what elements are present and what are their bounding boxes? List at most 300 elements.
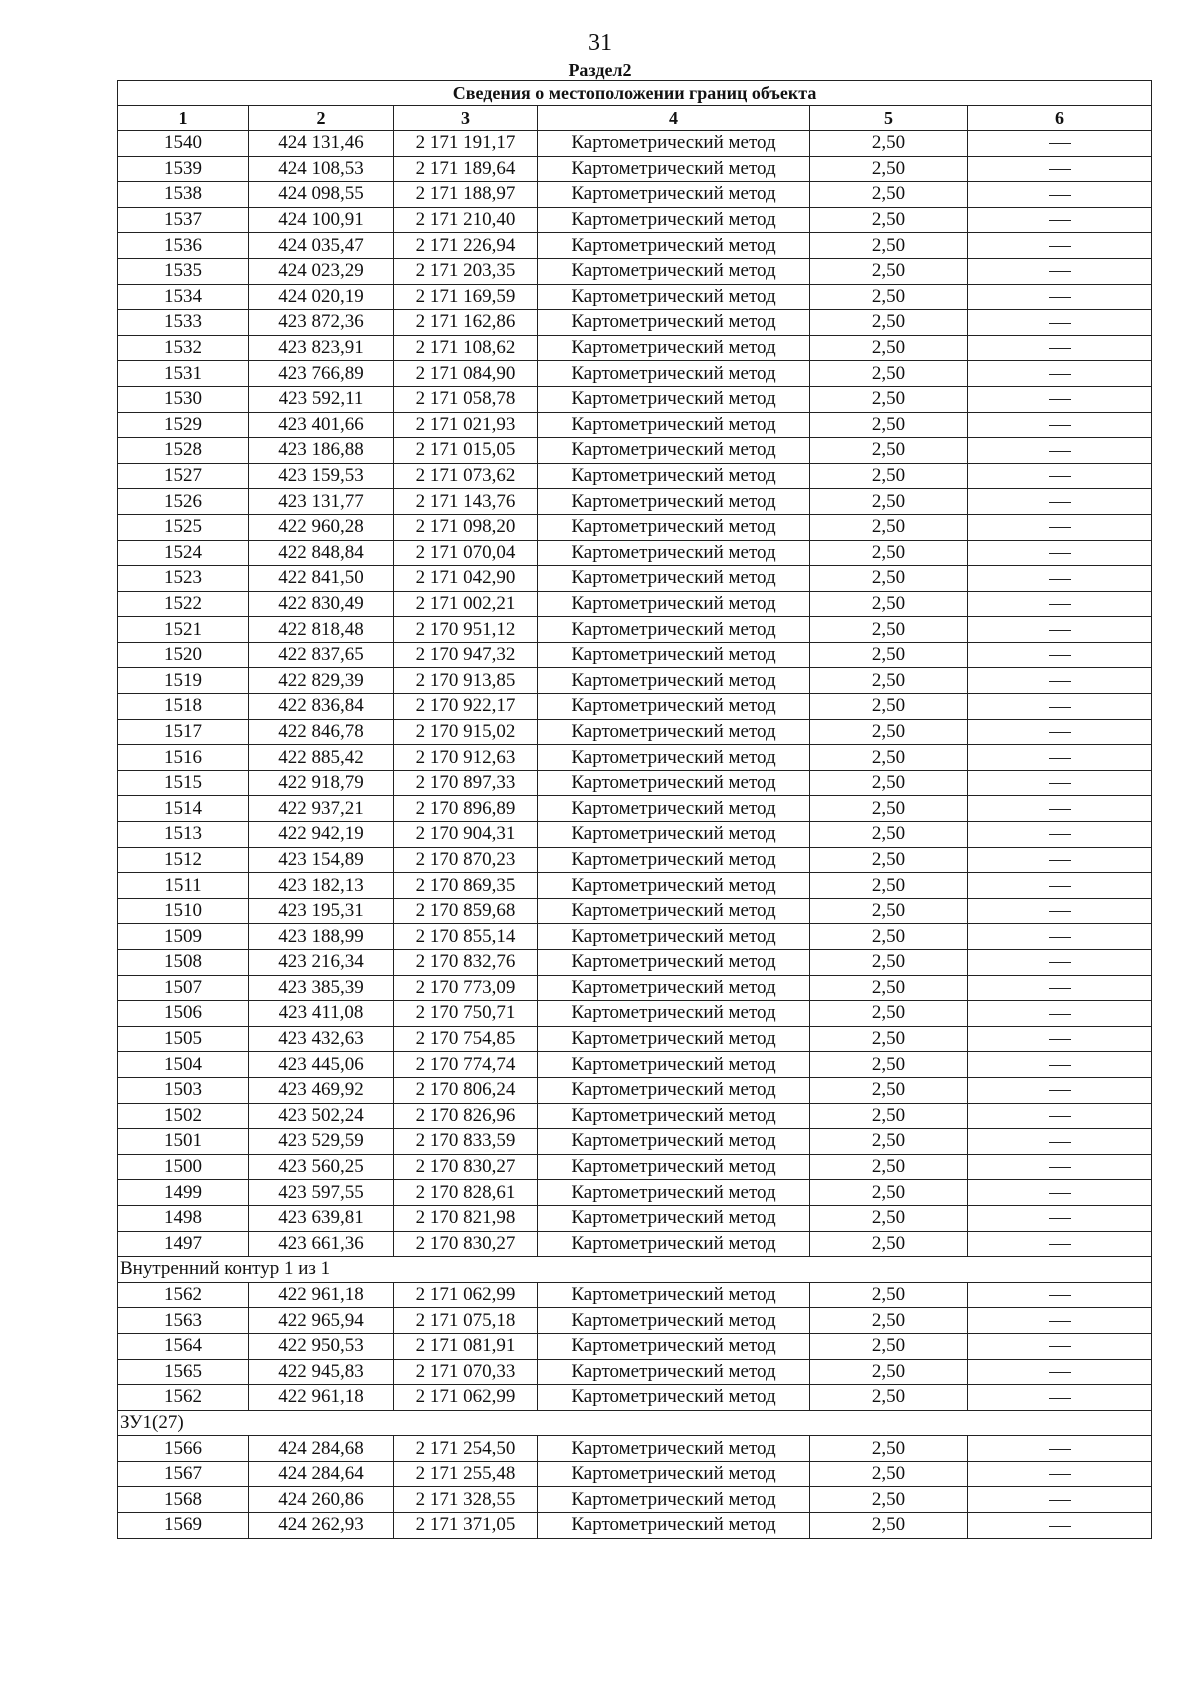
y-coordinate-cell: 2 171 058,78 xyxy=(394,386,538,412)
table-row xyxy=(118,1077,1152,1103)
description-cell xyxy=(968,489,1152,515)
point-number-cell: 1507 xyxy=(118,975,249,1001)
x-coordinate-cell: 423 597,55 xyxy=(249,1180,394,1206)
method-cell: Картометрический метод xyxy=(538,310,810,336)
point-number-cell: 1497 xyxy=(118,1231,249,1257)
x-coordinate-cell: 422 965,94 xyxy=(249,1308,394,1334)
point-number-cell: 1530 xyxy=(118,386,249,412)
y-coordinate-cell: 2 170 896,89 xyxy=(394,796,538,822)
method-cell: Картометрический метод xyxy=(538,668,810,694)
y-coordinate-cell: 2 171 169,59 xyxy=(394,284,538,310)
accuracy-cell: 2,50 xyxy=(810,361,968,387)
accuracy-cell: 2,50 xyxy=(810,1052,968,1078)
accuracy-cell: 2,50 xyxy=(810,1385,968,1411)
table-row xyxy=(118,233,1152,259)
accuracy-cell: 2,50 xyxy=(810,566,968,592)
section-title: Раздел2 xyxy=(568,60,632,80)
dash-mark xyxy=(1049,707,1071,708)
description-cell xyxy=(968,1359,1152,1385)
description-cell xyxy=(968,1026,1152,1052)
point-number-cell: 1523 xyxy=(118,566,249,592)
accuracy-cell: 2,50 xyxy=(810,412,968,438)
point-number-cell: 1524 xyxy=(118,540,249,566)
description-cell xyxy=(968,796,1152,822)
y-coordinate-cell: 2 170 922,17 xyxy=(394,694,538,720)
point-number-cell: 1512 xyxy=(118,847,249,873)
dash-mark xyxy=(1049,783,1071,784)
point-number-cell: 1510 xyxy=(118,898,249,924)
point-number-cell: 1503 xyxy=(118,1077,249,1103)
method-cell: Картометрический метод xyxy=(538,975,810,1001)
method-cell: Картометрический метод xyxy=(538,1001,810,1027)
x-coordinate-cell: 423 592,11 xyxy=(249,386,394,412)
method-cell: Картометрический метод xyxy=(538,1052,810,1078)
dash-mark xyxy=(1049,476,1071,477)
x-coordinate-cell: 424 284,68 xyxy=(249,1436,394,1462)
method-cell: Картометрический метод xyxy=(538,617,810,643)
description-cell xyxy=(968,258,1152,284)
method-cell: Картометрический метод xyxy=(538,1513,810,1539)
y-coordinate-cell: 2 171 188,97 xyxy=(394,182,538,208)
description-cell xyxy=(968,719,1152,745)
method-cell: Картометрический метод xyxy=(538,412,810,438)
point-number-cell: 1565 xyxy=(118,1359,249,1385)
accuracy-cell: 2,50 xyxy=(810,1359,968,1385)
table-row xyxy=(118,386,1152,412)
y-coordinate-cell: 2 170 830,27 xyxy=(394,1231,538,1257)
dash-mark xyxy=(1049,758,1071,759)
x-coordinate-cell: 424 262,93 xyxy=(249,1513,394,1539)
column-header: 1 xyxy=(118,106,249,131)
point-number-cell: 1504 xyxy=(118,1052,249,1078)
description-cell xyxy=(968,1333,1152,1359)
x-coordinate-cell: 424 108,53 xyxy=(249,156,394,182)
dash-mark xyxy=(1049,246,1071,247)
method-cell: Картометрический метод xyxy=(538,796,810,822)
method-cell: Картометрический метод xyxy=(538,745,810,771)
dash-mark xyxy=(1049,374,1071,375)
y-coordinate-cell: 2 170 855,14 xyxy=(394,924,538,950)
table-row xyxy=(118,335,1152,361)
method-cell: Картометрический метод xyxy=(538,1385,810,1411)
description-cell xyxy=(968,1154,1152,1180)
accuracy-cell: 2,50 xyxy=(810,1231,968,1257)
accuracy-cell: 2,50 xyxy=(810,182,968,208)
table-row xyxy=(118,1180,1152,1206)
accuracy-cell: 2,50 xyxy=(810,1026,968,1052)
x-coordinate-cell: 423 529,59 xyxy=(249,1129,394,1155)
table-row xyxy=(118,182,1152,208)
description-cell xyxy=(968,924,1152,950)
table-row xyxy=(118,463,1152,489)
table-row xyxy=(118,975,1152,1001)
table-row xyxy=(118,156,1152,182)
x-coordinate-cell: 423 401,66 xyxy=(249,412,394,438)
x-coordinate-cell: 422 848,84 xyxy=(249,540,394,566)
point-number-cell: 1517 xyxy=(118,719,249,745)
table-row xyxy=(118,847,1152,873)
point-number-cell: 1522 xyxy=(118,591,249,617)
dash-mark xyxy=(1049,1090,1071,1091)
accuracy-cell: 2,50 xyxy=(810,131,968,157)
point-number-cell: 1509 xyxy=(118,924,249,950)
accuracy-cell: 2,50 xyxy=(810,335,968,361)
method-cell: Картометрический метод xyxy=(538,514,810,540)
accuracy-cell: 2,50 xyxy=(810,284,968,310)
table-row xyxy=(118,1231,1152,1257)
accuracy-cell: 2,50 xyxy=(810,489,968,515)
table-row xyxy=(118,1129,1152,1155)
x-coordinate-cell: 423 186,88 xyxy=(249,438,394,464)
point-number-cell: 1515 xyxy=(118,770,249,796)
y-coordinate-cell: 2 170 913,85 xyxy=(394,668,538,694)
y-coordinate-cell: 2 170 951,12 xyxy=(394,617,538,643)
description-cell xyxy=(968,1461,1152,1487)
description-cell xyxy=(968,873,1152,899)
method-cell: Картометрический метод xyxy=(538,847,810,873)
y-coordinate-cell: 2 171 226,94 xyxy=(394,233,538,259)
point-number-cell: 1534 xyxy=(118,284,249,310)
x-coordinate-cell: 423 661,36 xyxy=(249,1231,394,1257)
y-coordinate-cell: 2 171 143,76 xyxy=(394,489,538,515)
table-row xyxy=(118,745,1152,771)
method-cell: Картометрический метод xyxy=(538,207,810,233)
x-coordinate-cell: 422 818,48 xyxy=(249,617,394,643)
dash-mark xyxy=(1049,1167,1071,1168)
dash-mark xyxy=(1049,169,1071,170)
table-body xyxy=(118,81,1152,1539)
description-cell xyxy=(968,1052,1152,1078)
x-coordinate-cell: 423 159,53 xyxy=(249,463,394,489)
x-coordinate-cell: 423 560,25 xyxy=(249,1154,394,1180)
accuracy-cell: 2,50 xyxy=(810,796,968,822)
table-row xyxy=(118,438,1152,464)
y-coordinate-cell: 2 170 750,71 xyxy=(394,1001,538,1027)
accuracy-cell: 2,50 xyxy=(810,642,968,668)
dash-mark xyxy=(1049,1193,1071,1194)
description-cell xyxy=(968,1385,1152,1411)
contour-group-row xyxy=(118,1410,1152,1436)
description-cell xyxy=(968,1282,1152,1308)
method-cell: Картометрический метод xyxy=(538,233,810,259)
y-coordinate-cell: 2 170 833,59 xyxy=(394,1129,538,1155)
x-coordinate-cell: 423 502,24 xyxy=(249,1103,394,1129)
table-row xyxy=(118,719,1152,745)
accuracy-cell: 2,50 xyxy=(810,924,968,950)
dash-mark xyxy=(1049,1142,1071,1143)
y-coordinate-cell: 2 171 084,90 xyxy=(394,361,538,387)
point-number-cell: 1500 xyxy=(118,1154,249,1180)
accuracy-cell: 2,50 xyxy=(810,514,968,540)
point-number-cell: 1529 xyxy=(118,412,249,438)
accuracy-cell: 2,50 xyxy=(810,1461,968,1487)
dash-mark xyxy=(1049,834,1071,835)
table-row xyxy=(118,514,1152,540)
y-coordinate-cell: 2 171 070,33 xyxy=(394,1359,538,1385)
accuracy-cell: 2,50 xyxy=(810,463,968,489)
method-cell: Картометрический метод xyxy=(538,1077,810,1103)
accuracy-cell: 2,50 xyxy=(810,898,968,924)
point-number-cell: 1562 xyxy=(118,1385,249,1411)
description-cell xyxy=(968,950,1152,976)
x-coordinate-cell: 423 432,63 xyxy=(249,1026,394,1052)
y-coordinate-cell: 2 170 859,68 xyxy=(394,898,538,924)
table-row xyxy=(118,770,1152,796)
dash-mark xyxy=(1049,399,1071,400)
x-coordinate-cell: 422 937,21 xyxy=(249,796,394,822)
dash-mark xyxy=(1049,630,1071,631)
y-coordinate-cell: 2 171 210,40 xyxy=(394,207,538,233)
dash-mark xyxy=(1049,911,1071,912)
method-cell: Картометрический метод xyxy=(538,1461,810,1487)
point-number-cell: 1539 xyxy=(118,156,249,182)
method-cell: Картометрический метод xyxy=(538,950,810,976)
description-cell xyxy=(968,514,1152,540)
x-coordinate-cell: 422 841,50 xyxy=(249,566,394,592)
dash-mark xyxy=(1049,732,1071,733)
accuracy-cell: 2,50 xyxy=(810,950,968,976)
y-coordinate-cell: 2 170 947,32 xyxy=(394,642,538,668)
x-coordinate-cell: 422 961,18 xyxy=(249,1282,394,1308)
dash-mark xyxy=(1049,220,1071,221)
point-number-cell: 1567 xyxy=(118,1461,249,1487)
table-row xyxy=(118,1487,1152,1513)
accuracy-cell: 2,50 xyxy=(810,207,968,233)
x-coordinate-cell: 423 188,99 xyxy=(249,924,394,950)
method-cell: Картометрический метод xyxy=(538,1308,810,1334)
method-cell: Картометрический метод xyxy=(538,258,810,284)
point-number-cell: 1538 xyxy=(118,182,249,208)
y-coordinate-cell: 2 171 108,62 xyxy=(394,335,538,361)
table-header-row xyxy=(118,106,1152,131)
table-row xyxy=(118,207,1152,233)
table-row xyxy=(118,489,1152,515)
point-number-cell: 1537 xyxy=(118,207,249,233)
description-cell xyxy=(968,1129,1152,1155)
y-coordinate-cell: 2 170 773,09 xyxy=(394,975,538,1001)
method-cell: Картометрический метод xyxy=(538,540,810,566)
point-number-cell: 1531 xyxy=(118,361,249,387)
accuracy-cell: 2,50 xyxy=(810,1333,968,1359)
column-header: 3 xyxy=(394,106,538,131)
method-cell: Картометрический метод xyxy=(538,1487,810,1513)
method-cell: Картометрический метод xyxy=(538,1154,810,1180)
description-cell xyxy=(968,310,1152,336)
point-number-cell: 1536 xyxy=(118,233,249,259)
point-number-cell: 1563 xyxy=(118,1308,249,1334)
y-coordinate-cell: 2 171 254,50 xyxy=(394,1436,538,1462)
column-header: 4 xyxy=(538,106,810,131)
description-cell xyxy=(968,745,1152,771)
accuracy-cell: 2,50 xyxy=(810,873,968,899)
point-number-cell: 1518 xyxy=(118,694,249,720)
accuracy-cell: 2,50 xyxy=(810,668,968,694)
dash-mark xyxy=(1049,681,1071,682)
y-coordinate-cell: 2 171 042,90 xyxy=(394,566,538,592)
x-coordinate-cell: 423 639,81 xyxy=(249,1205,394,1231)
point-number-cell: 1516 xyxy=(118,745,249,771)
table-caption: Сведения о местоположении границ объекта xyxy=(118,81,1152,106)
y-coordinate-cell: 2 170 897,33 xyxy=(394,770,538,796)
x-coordinate-cell: 423 182,13 xyxy=(249,873,394,899)
description-cell xyxy=(968,438,1152,464)
column-header: 2 xyxy=(249,106,394,131)
table-row xyxy=(118,1385,1152,1411)
description-cell xyxy=(968,566,1152,592)
accuracy-cell: 2,50 xyxy=(810,1154,968,1180)
method-cell: Картометрический метод xyxy=(538,386,810,412)
method-cell: Картометрический метод xyxy=(538,361,810,387)
y-coordinate-cell: 2 170 821,98 xyxy=(394,1205,538,1231)
dash-mark xyxy=(1049,451,1071,452)
dash-mark xyxy=(1049,1372,1071,1373)
method-cell: Картометрический метод xyxy=(538,182,810,208)
dash-mark xyxy=(1049,195,1071,196)
table-row xyxy=(118,284,1152,310)
method-cell: Картометрический метод xyxy=(538,1333,810,1359)
y-coordinate-cell: 2 170 869,35 xyxy=(394,873,538,899)
table-row xyxy=(118,924,1152,950)
point-number-cell: 1532 xyxy=(118,335,249,361)
method-cell: Картометрический метод xyxy=(538,822,810,848)
accuracy-cell: 2,50 xyxy=(810,1129,968,1155)
description-cell xyxy=(968,207,1152,233)
description-cell xyxy=(968,361,1152,387)
accuracy-cell: 2,50 xyxy=(810,540,968,566)
description-cell xyxy=(968,156,1152,182)
dash-mark xyxy=(1049,886,1071,887)
point-number-cell: 1526 xyxy=(118,489,249,515)
point-number-cell: 1498 xyxy=(118,1205,249,1231)
method-cell: Картометрический метод xyxy=(538,1359,810,1385)
method-cell: Картометрический метод xyxy=(538,642,810,668)
y-coordinate-cell: 2 170 826,96 xyxy=(394,1103,538,1129)
description-cell xyxy=(968,540,1152,566)
x-coordinate-cell: 424 284,64 xyxy=(249,1461,394,1487)
x-coordinate-cell: 423 469,92 xyxy=(249,1077,394,1103)
method-cell: Картометрический метод xyxy=(538,284,810,310)
x-coordinate-cell: 423 154,89 xyxy=(249,847,394,873)
method-cell: Картометрический метод xyxy=(538,438,810,464)
table-row xyxy=(118,950,1152,976)
table-row xyxy=(118,258,1152,284)
dash-mark xyxy=(1049,323,1071,324)
y-coordinate-cell: 2 171 075,18 xyxy=(394,1308,538,1334)
description-cell xyxy=(968,668,1152,694)
table-row xyxy=(118,310,1152,336)
description-cell xyxy=(968,898,1152,924)
point-number-cell: 1562 xyxy=(118,1282,249,1308)
y-coordinate-cell: 2 170 904,31 xyxy=(394,822,538,848)
description-cell xyxy=(968,1001,1152,1027)
dash-mark xyxy=(1049,1500,1071,1501)
y-coordinate-cell: 2 170 830,27 xyxy=(394,1154,538,1180)
y-coordinate-cell: 2 170 832,76 xyxy=(394,950,538,976)
point-number-cell: 1568 xyxy=(118,1487,249,1513)
accuracy-cell: 2,50 xyxy=(810,822,968,848)
point-number-cell: 1527 xyxy=(118,463,249,489)
accuracy-cell: 2,50 xyxy=(810,1513,968,1539)
description-cell xyxy=(968,131,1152,157)
description-cell xyxy=(968,412,1152,438)
point-number-cell: 1566 xyxy=(118,1436,249,1462)
y-coordinate-cell: 2 171 062,99 xyxy=(394,1385,538,1411)
accuracy-cell: 2,50 xyxy=(810,233,968,259)
description-cell xyxy=(968,642,1152,668)
method-cell: Картометрический метод xyxy=(538,719,810,745)
description-cell xyxy=(968,182,1152,208)
contour-group-row xyxy=(118,1257,1152,1283)
y-coordinate-cell: 2 170 870,23 xyxy=(394,847,538,873)
accuracy-cell: 2,50 xyxy=(810,386,968,412)
table-row xyxy=(118,591,1152,617)
y-coordinate-cell: 2 171 062,99 xyxy=(394,1282,538,1308)
method-cell: Картометрический метод xyxy=(538,898,810,924)
point-number-cell: 1535 xyxy=(118,258,249,284)
x-coordinate-cell: 424 020,19 xyxy=(249,284,394,310)
accuracy-cell: 2,50 xyxy=(810,438,968,464)
table-row xyxy=(118,1154,1152,1180)
dash-mark xyxy=(1049,271,1071,272)
dash-mark xyxy=(1049,1474,1071,1475)
x-coordinate-cell: 422 960,28 xyxy=(249,514,394,540)
method-cell: Картометрический метод xyxy=(538,1205,810,1231)
dash-mark xyxy=(1049,143,1071,144)
table-row xyxy=(118,131,1152,157)
y-coordinate-cell: 2 171 015,05 xyxy=(394,438,538,464)
y-coordinate-cell: 2 171 073,62 xyxy=(394,463,538,489)
x-coordinate-cell: 422 837,65 xyxy=(249,642,394,668)
point-number-cell: 1519 xyxy=(118,668,249,694)
accuracy-cell: 2,50 xyxy=(810,975,968,1001)
y-coordinate-cell: 2 171 371,05 xyxy=(394,1513,538,1539)
dash-mark xyxy=(1049,1218,1071,1219)
table-row xyxy=(118,1103,1152,1129)
y-coordinate-cell: 2 170 912,63 xyxy=(394,745,538,771)
point-number-cell: 1528 xyxy=(118,438,249,464)
boundary-coordinates-table xyxy=(117,80,1152,1539)
method-cell: Картометрический метод xyxy=(538,694,810,720)
column-header: 5 xyxy=(810,106,968,131)
table-row xyxy=(118,566,1152,592)
description-cell xyxy=(968,1180,1152,1206)
accuracy-cell: 2,50 xyxy=(810,1487,968,1513)
accuracy-cell: 2,50 xyxy=(810,745,968,771)
method-cell: Картометрический метод xyxy=(538,1026,810,1052)
description-cell xyxy=(968,1487,1152,1513)
dash-mark xyxy=(1049,1346,1071,1347)
description-cell xyxy=(968,1103,1152,1129)
table-row xyxy=(118,1333,1152,1359)
dash-mark xyxy=(1049,1039,1071,1040)
contour-group-label: Внутренний контур 1 из 1 xyxy=(118,1257,1152,1283)
accuracy-cell: 2,50 xyxy=(810,1205,968,1231)
dash-mark xyxy=(1049,1321,1071,1322)
accuracy-cell: 2,50 xyxy=(810,719,968,745)
description-cell xyxy=(968,1436,1152,1462)
method-cell: Картометрический метод xyxy=(538,1180,810,1206)
table-row xyxy=(118,668,1152,694)
accuracy-cell: 2,50 xyxy=(810,156,968,182)
point-number-cell: 1525 xyxy=(118,514,249,540)
description-cell xyxy=(968,975,1152,1001)
description-cell xyxy=(968,822,1152,848)
description-cell xyxy=(968,1077,1152,1103)
method-cell: Картометрический метод xyxy=(538,591,810,617)
description-cell xyxy=(968,1231,1152,1257)
description-cell xyxy=(968,591,1152,617)
x-coordinate-cell: 423 131,77 xyxy=(249,489,394,515)
